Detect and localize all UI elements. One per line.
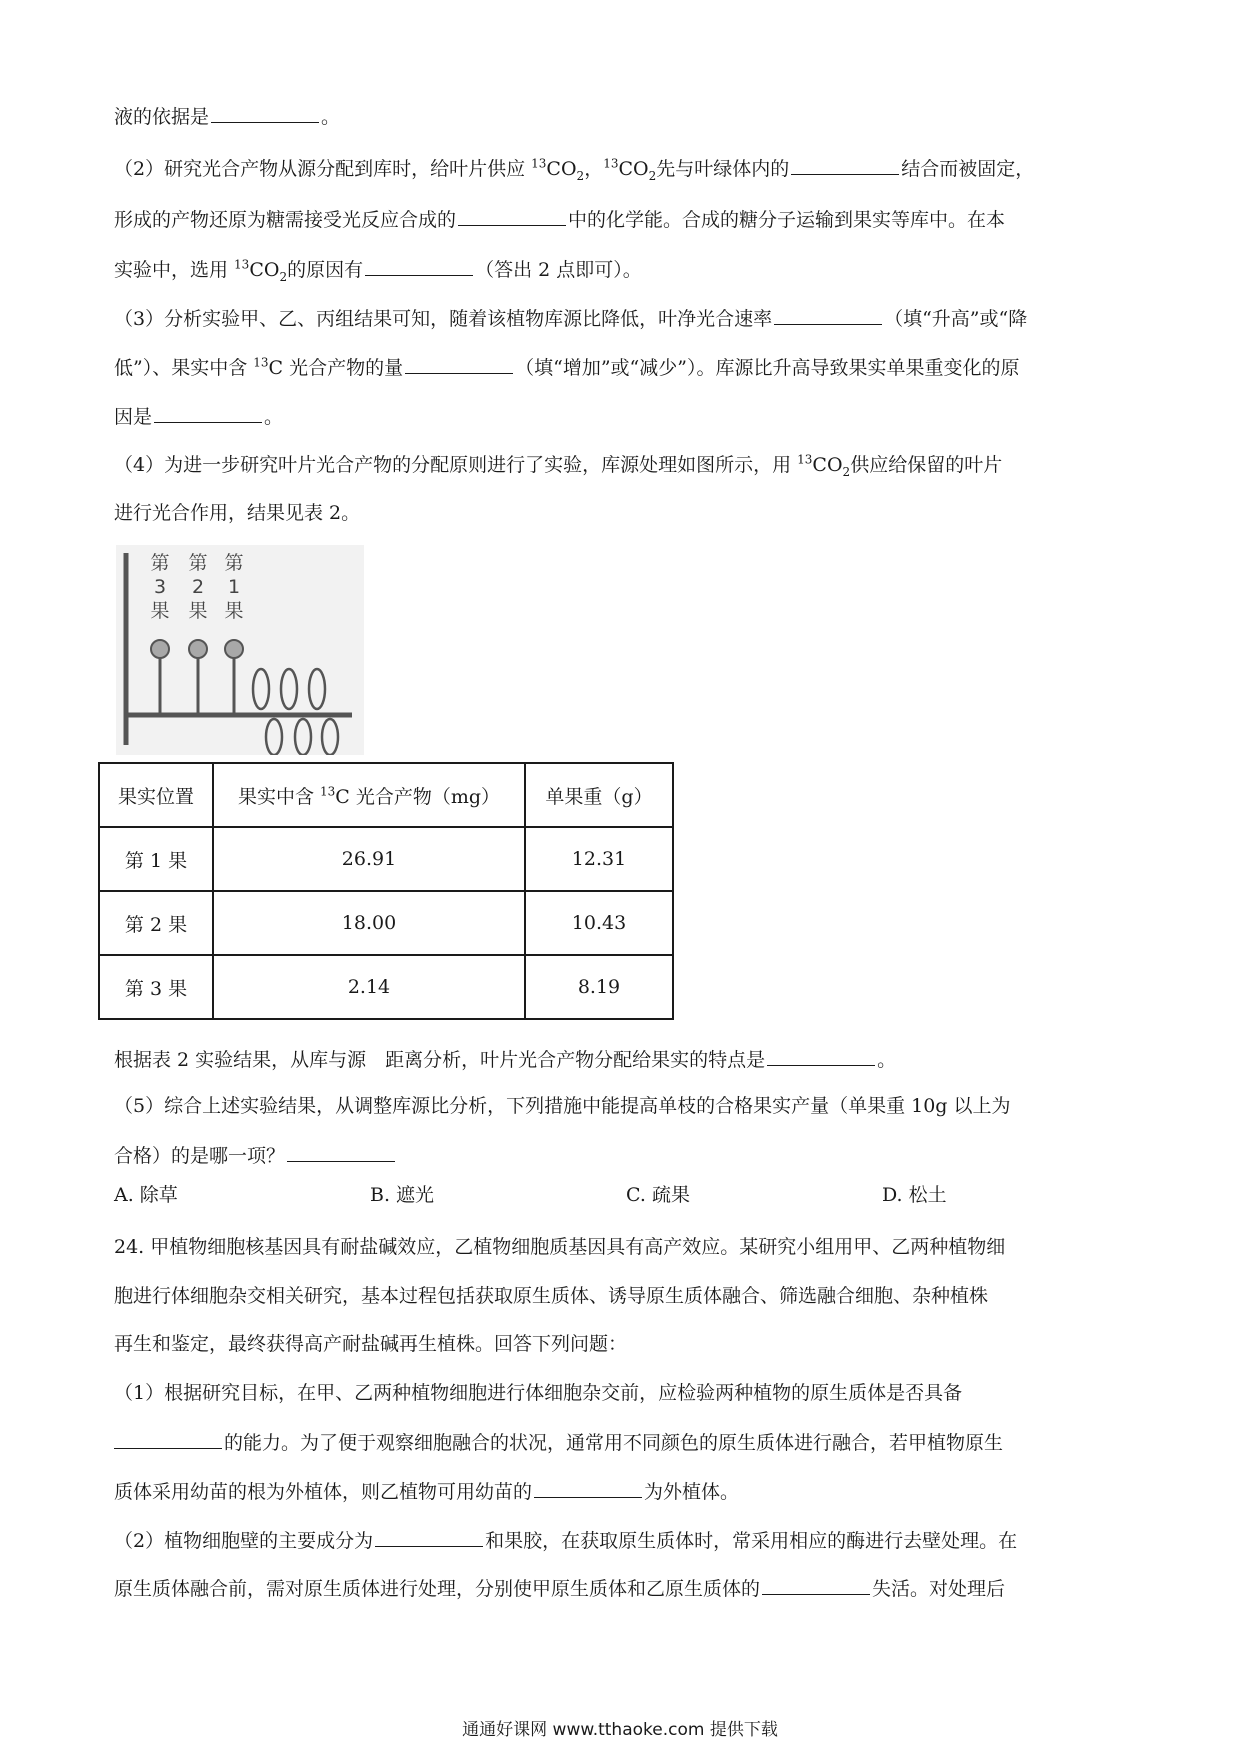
fruit-position-figure [116,545,364,755]
text: 果实中含 [237,785,320,808]
text-line [114,1426,1134,1458]
text: 根据表 2 实验结果，从库与源 距离分析，叶片光合产物分配给果实的特点是 [114,1049,766,1071]
text: CO [812,454,843,476]
text: 的原因有 [287,259,364,281]
text: 先与叶绿体内的 [656,158,790,180]
text: 。 [877,1049,897,1071]
text-line [114,450,1134,480]
text: （3）分析实验甲、乙、丙组结果可知，随着该植物库源比降低，叶净光合速率 [114,308,773,330]
option-b[interactable]: B. 遮光 [370,1184,435,1206]
text-line [114,1139,1134,1171]
text-line [114,1572,1134,1604]
text-line [114,1329,1134,1359]
text-line [114,1475,1134,1507]
table-cell: 18.00 [213,891,525,955]
svg-text:第: 第 [188,552,208,574]
text: （4）为进一步研究叶片光合产物的分配原则进行了实验，库源处理如图所示，用 [114,454,798,476]
text: ， [584,158,604,180]
table-row [99,955,673,1019]
text: 形成的产物还原为糖需接受光反应合成的 [114,209,457,231]
answer-blank[interactable] [114,1426,222,1449]
text: 和果胶，在获取原生质体时，常采用相应的酶进行去壁处理。在 [485,1530,1018,1552]
results-table [98,762,674,1020]
column-header: 果实位置 [99,763,213,827]
column-header [213,763,525,827]
text: CO [546,158,577,180]
isotope-mass: 13 [603,156,619,171]
answer-blank[interactable] [154,400,262,423]
text: C 光合产物的量 [268,357,404,379]
text: 供应给保留的叶片 [850,454,1003,476]
text-line [114,1524,1134,1556]
text-line [114,100,1134,132]
subscript: 2 [648,168,657,183]
text: 为外植体。 [644,1481,740,1503]
isotope-mass: 13 [234,257,250,272]
text-line [114,498,1134,528]
text: 低”）、果实中含 [114,357,254,379]
text: （5）综合上述实验结果，从调整库源比分析，下列措施中能提高单枝的合格果实产量（单果重 10g 以上为 [114,1095,1011,1117]
svg-text:第: 第 [224,552,244,574]
text: （1）根据研究目标，在甲、乙两种植物细胞进行体细胞杂交前，应检验两种植物的原生质体是否具备 [114,1382,963,1404]
answer-blank[interactable] [534,1475,642,1498]
subscript: 2 [279,269,288,284]
text: 实验中，选用 [114,259,235,281]
answer-blank[interactable] [762,1572,870,1595]
svg-text:果: 果 [150,600,170,622]
answer-blank[interactable] [774,302,882,325]
text: 。 [264,406,284,428]
answer-blank[interactable] [375,1524,483,1547]
answer-blank[interactable] [791,152,899,175]
text: 失活。对处理后 [872,1578,1006,1600]
svg-text:3: 3 [153,576,167,598]
text: CO [249,259,280,281]
text-line [114,1378,1134,1408]
table-cell: 第 1 果 [99,827,213,891]
isotope-mass: 13 [531,156,547,171]
text-line [114,400,1134,432]
text: 合格）的是哪一项？ [114,1145,286,1167]
question-stem: 24. 甲植物细胞核基因具有耐盐碱效应，乙植物细胞质基因具有高产效应。某研究小组用甲、乙两种植物细 [114,1236,1006,1258]
text: （填“增加”或“减少”）。库源比升高导致果实单果重变化的原 [515,357,1020,379]
subscript: 2 [842,464,851,479]
text-line [114,152,1134,184]
svg-text:1: 1 [227,576,241,598]
text: 结合而被固定， [901,158,1035,180]
svg-text:第: 第 [150,552,170,574]
text: 液的依据是 [114,106,210,128]
isotope-mass: 13 [797,452,813,467]
answer-blank[interactable] [287,1139,395,1162]
text: （答出 2 点即可）。 [475,259,642,281]
text: 。 [321,106,341,128]
text: 质体采用幼苗的根为外植体，则乙植物可用幼苗的 [114,1481,533,1503]
text-line [114,1232,1134,1262]
option-d[interactable]: D. 松土 [882,1184,947,1206]
text-line [114,253,1134,285]
table-cell: 2.14 [213,955,525,1019]
answer-blank[interactable] [458,203,566,226]
text: （2）植物细胞壁的主要成分为 [114,1530,374,1552]
option-a[interactable]: A. 除草 [114,1184,178,1206]
text: 中的化学能。合成的糖分子运输到果实等库中。在本 [568,209,1006,231]
text-line [114,203,1134,235]
text: C 光合产物（mg） [335,785,501,808]
option-c[interactable]: C. 疏果 [626,1184,690,1206]
subscript: 2 [576,168,585,183]
svg-text:2: 2 [191,576,205,598]
column-header: 单果重（g） [525,763,673,827]
text: 因是 [114,406,153,428]
text-line [114,1091,1134,1121]
isotope-mass: 13 [253,355,269,370]
text-line [114,1281,1134,1311]
table-cell: 第 3 果 [99,955,213,1019]
answer-blank[interactable] [405,351,513,374]
table-cell: 10.43 [525,891,673,955]
text: 的能力。为了便于观察细胞融合的状况，通常用不同颜色的原生质体进行融合，若甲植物原生 [224,1432,1004,1454]
text-line [114,1043,1134,1075]
table-row [99,827,673,891]
text-line [114,351,1134,383]
text: 原生质体融合前，需对原生质体进行处理，分别使甲原生质体和乙原生质体的 [114,1578,761,1600]
text: 再生和鉴定，最终获得高产耐盐碱再生植株。回答下列问题： [114,1333,628,1355]
svg-text:果: 果 [224,600,244,622]
text: （2）研究光合产物从源分配到库时，给叶片供应 [114,158,532,180]
table-header-row [99,763,673,827]
text-line [114,302,1134,334]
text: 胞进行体细胞杂交相关研究，基本过程包括获取原生质体、诱导原生质体融合、筛选融合细胞、杂种植株 [114,1285,989,1307]
answer-blank[interactable] [767,1043,875,1066]
answer-blank[interactable] [211,100,319,123]
table-cell: 12.31 [525,827,673,891]
table-cell: 26.91 [213,827,525,891]
text: 进行光合作用，结果见表 2。 [114,502,361,524]
table-cell: 第 2 果 [99,891,213,955]
text: （填“升高”或“降 [884,308,1028,330]
table-row [99,891,673,955]
svg-text:果: 果 [188,600,208,622]
text: CO [618,158,649,180]
answer-blank[interactable] [365,253,473,276]
isotope-mass: 13 [320,784,336,799]
page-footer: 通通好课网 www.tthaoke.com 提供下载 [462,1720,778,1740]
table-cell: 8.19 [525,955,673,1019]
